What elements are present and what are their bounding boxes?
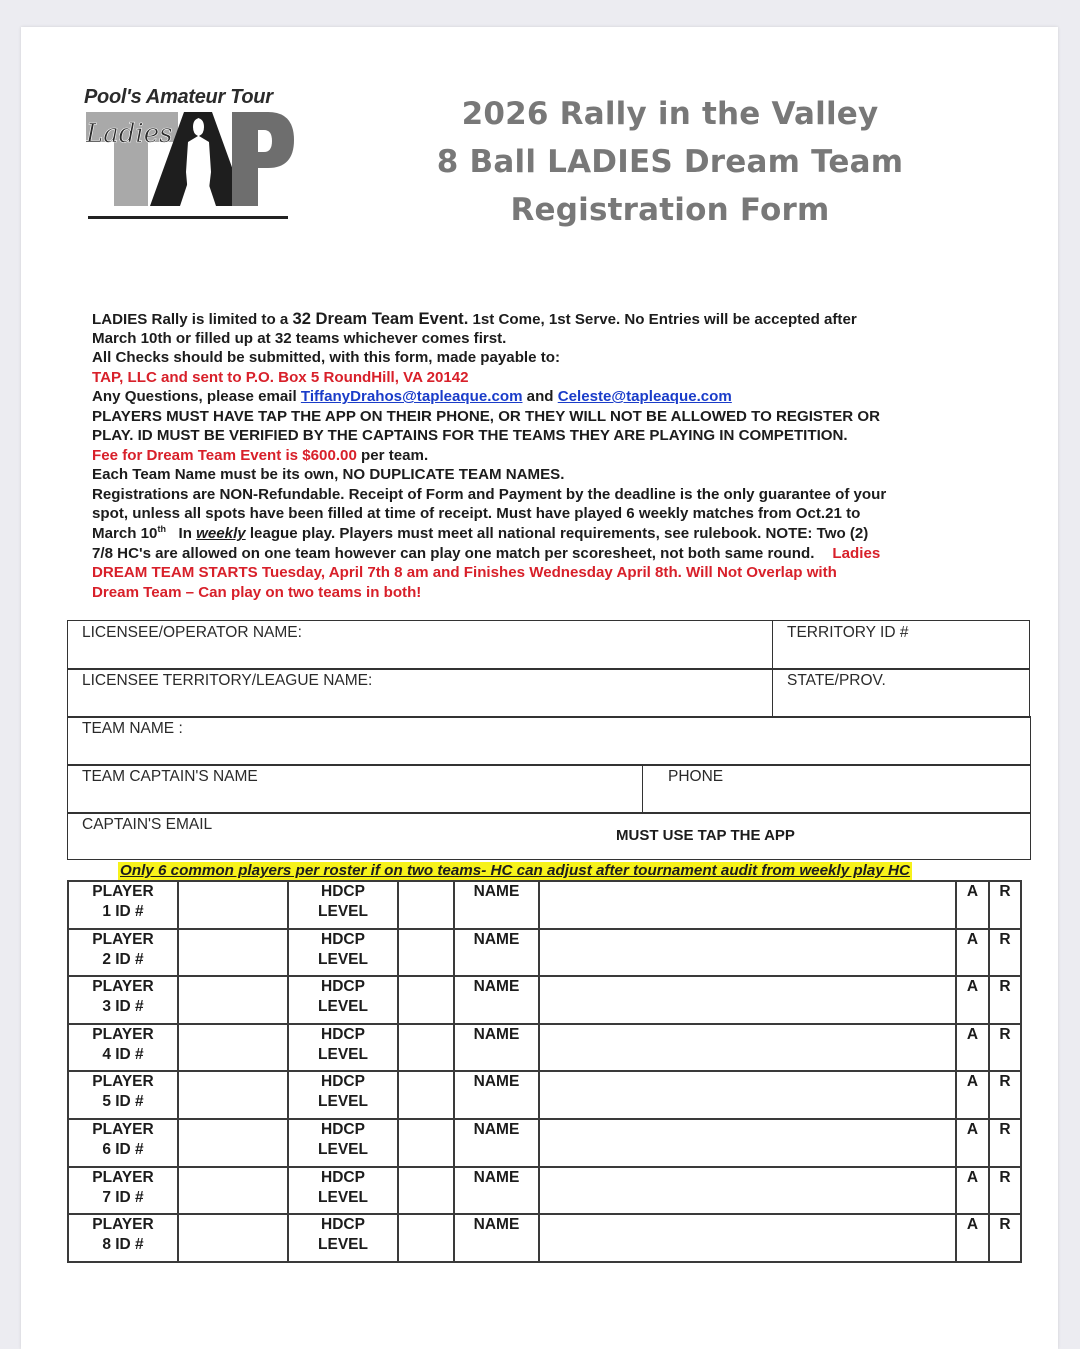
player-label: PLAYER bbox=[92, 978, 154, 996]
player-id-label bbox=[68, 1024, 178, 1072]
text: LADIES Rally is limited to a bbox=[92, 311, 293, 328]
player-label: PLAYER bbox=[92, 1168, 154, 1186]
level-label: LEVEL bbox=[318, 1236, 368, 1254]
a-checkbox[interactable]: A bbox=[956, 1024, 989, 1072]
player-id-label bbox=[68, 1167, 178, 1215]
captain-email-field[interactable] bbox=[68, 813, 1030, 859]
text: Any Questions, please email bbox=[92, 388, 301, 406]
hdcp-level-input[interactable] bbox=[398, 881, 454, 929]
instructions-line bbox=[92, 309, 1022, 329]
hdcp-label: HDCP bbox=[321, 930, 365, 948]
name-label: NAME bbox=[454, 1214, 539, 1262]
player-id-label bbox=[68, 1214, 178, 1262]
name-label: NAME bbox=[454, 1071, 539, 1119]
player-id-input[interactable] bbox=[178, 1119, 288, 1167]
instructions-line: PLAYERS MUST HAVE TAP THE APP ON THEIR PHONE, OR THEY WILL NOT BE ALLOWED TO REGISTER OR bbox=[92, 407, 881, 425]
a-checkbox[interactable]: A bbox=[956, 881, 989, 929]
player-id-label bbox=[68, 1119, 178, 1167]
level-label: LEVEL bbox=[318, 903, 368, 920]
hdcp-level-label bbox=[288, 976, 398, 1024]
instructions-line: Each Team Name must be its own, NO DUPLICATE TEAM NAMES. bbox=[92, 466, 565, 484]
player-label: PLAYER bbox=[92, 883, 154, 900]
player-id-text: 1 ID # bbox=[102, 903, 144, 920]
team-info-form bbox=[67, 620, 1030, 860]
text: March 10 bbox=[92, 525, 158, 543]
logo-script-ladies: Ladies bbox=[86, 119, 173, 149]
must-use-app-note: MUST USE TAP THE APP bbox=[616, 827, 795, 844]
player-name-input[interactable] bbox=[539, 1119, 956, 1167]
r-checkbox[interactable]: R bbox=[989, 976, 1021, 1024]
r-checkbox[interactable]: R bbox=[989, 929, 1021, 977]
instructions-block bbox=[92, 309, 1022, 602]
text-red: Ladies bbox=[832, 544, 881, 562]
instructions-line: March 10th or filled up at 32 teams whichever comes first. bbox=[92, 329, 507, 347]
player-name-input[interactable] bbox=[539, 1024, 956, 1072]
name-label: NAME bbox=[454, 881, 539, 929]
player-label: PLAYER bbox=[92, 1073, 154, 1091]
player-roster-table bbox=[67, 880, 1022, 1263]
player-id-label bbox=[68, 929, 178, 977]
text: per team. bbox=[356, 446, 429, 464]
player-id-text: 4 ID # bbox=[102, 1045, 144, 1063]
player-id-label bbox=[68, 881, 178, 929]
player-row bbox=[68, 881, 1021, 929]
state-prov-field[interactable] bbox=[773, 669, 1029, 717]
player-row bbox=[68, 1071, 1021, 1119]
instructions-line bbox=[92, 387, 1022, 407]
territory-league-field[interactable] bbox=[68, 669, 773, 717]
field-label: TEAM CAPTAIN'S NAME bbox=[82, 768, 258, 785]
mailing-address: TAP, LLC and sent to P.O. Box 5 RoundHill, VA 20142 bbox=[92, 368, 469, 386]
r-checkbox[interactable]: R bbox=[989, 1167, 1021, 1215]
field-label: CAPTAIN'S EMAIL bbox=[82, 816, 213, 833]
hdcp-level-input[interactable] bbox=[398, 976, 454, 1024]
field-label: TERRITORY ID # bbox=[787, 624, 909, 641]
fee-text: Fee for Dream Team Event is $600.00 bbox=[92, 446, 357, 464]
level-label: LEVEL bbox=[318, 1045, 368, 1063]
field-label: PHONE bbox=[668, 768, 724, 785]
hdcp-level-label bbox=[288, 881, 398, 929]
fee-line bbox=[92, 446, 1022, 466]
player-name-input[interactable] bbox=[539, 976, 956, 1024]
row-team-name bbox=[67, 716, 1031, 766]
instructions-line bbox=[92, 524, 1022, 544]
player-name-input[interactable] bbox=[539, 1071, 956, 1119]
player-id-input[interactable] bbox=[178, 881, 288, 929]
instructions-line: PLAY. ID MUST BE VERIFIED BY THE CAPTAINS FOR THE TEAMS THEY ARE PLAYING IN COMPETITION. bbox=[92, 427, 848, 445]
player-id-text: 3 ID # bbox=[102, 998, 144, 1016]
title-line-3: Registration Form bbox=[510, 192, 830, 228]
territory-id-field[interactable] bbox=[773, 621, 1029, 669]
tap-logo-mark bbox=[84, 110, 296, 224]
hdcp-level-input[interactable] bbox=[398, 1071, 454, 1119]
player-id-text: 6 ID # bbox=[102, 1140, 144, 1158]
level-label: LEVEL bbox=[318, 1093, 368, 1111]
text: league play. Players must meet all national requirements, see rulebook. NOTE: Two (2) bbox=[245, 525, 869, 543]
a-checkbox[interactable]: A bbox=[956, 1167, 989, 1215]
player-name-input[interactable] bbox=[539, 929, 956, 977]
text: 1st Come, 1st Serve. No Entries will be accepted after bbox=[468, 311, 857, 328]
player-id-label bbox=[68, 1071, 178, 1119]
player-row bbox=[68, 1214, 1021, 1262]
player-id-text: 5 ID # bbox=[102, 1093, 144, 1111]
hdcp-level-input[interactable] bbox=[398, 1119, 454, 1167]
player-id-input[interactable] bbox=[178, 1167, 288, 1215]
hdcp-level-input[interactable] bbox=[398, 1024, 454, 1072]
hdcp-label: HDCP bbox=[321, 1168, 365, 1186]
a-checkbox[interactable]: A bbox=[956, 1214, 989, 1262]
player-name-input[interactable] bbox=[539, 881, 956, 929]
text-emphasis: 32 Dream Team Event. bbox=[292, 309, 469, 328]
instructions-line bbox=[92, 544, 1022, 564]
hdcp-level-input[interactable] bbox=[398, 929, 454, 977]
tap-ladies-logo bbox=[84, 86, 296, 226]
r-checkbox[interactable]: R bbox=[989, 1214, 1021, 1262]
hdcp-label: HDCP bbox=[321, 1120, 365, 1138]
name-label: NAME bbox=[454, 929, 539, 977]
hdcp-level-input[interactable] bbox=[398, 1214, 454, 1262]
r-checkbox[interactable]: R bbox=[989, 1024, 1021, 1072]
email-link-tiffany[interactable]: TiffanyDrahos@tapleaque.com bbox=[300, 388, 523, 406]
instructions-line: spot, unless all spots have been filled at time of receipt. Must have played 6 weekly matches from Oct.21 to bbox=[92, 505, 861, 523]
instructions-line: All Checks should be submitted, with this form, made payable to: bbox=[92, 349, 560, 367]
player-id-input[interactable] bbox=[178, 1071, 288, 1119]
text: In bbox=[165, 525, 197, 543]
hdcp-level-label bbox=[288, 1024, 398, 1072]
hdcp-level-input[interactable] bbox=[398, 1167, 454, 1215]
captain-name-field[interactable] bbox=[68, 765, 643, 813]
licensee-operator-field[interactable] bbox=[68, 621, 773, 669]
player-row bbox=[68, 929, 1021, 977]
title-line-2: 8 Ball LADIES Dream Team bbox=[436, 144, 904, 180]
row-email bbox=[67, 812, 1031, 860]
player-label: PLAYER bbox=[92, 1120, 154, 1138]
superscript: th bbox=[157, 523, 166, 534]
player-row bbox=[68, 1167, 1021, 1215]
row-territory bbox=[67, 668, 1030, 718]
name-label: NAME bbox=[454, 1119, 539, 1167]
hdcp-label: HDCP bbox=[321, 1216, 365, 1234]
instructions-line: DREAM TEAM STARTS Tuesday, April 7th 8 am and Finishes Wednesday April 8th. Will Not Overlap with bbox=[92, 564, 837, 582]
player-id-input[interactable] bbox=[178, 929, 288, 977]
player-id-text: 2 ID # bbox=[102, 950, 144, 968]
text: and bbox=[522, 388, 558, 406]
level-label: LEVEL bbox=[318, 998, 368, 1016]
player-id-label bbox=[68, 976, 178, 1024]
name-label: NAME bbox=[454, 1167, 539, 1215]
player-label: PLAYER bbox=[92, 1025, 154, 1043]
hdcp-level-label bbox=[288, 1119, 398, 1167]
player-id-input[interactable] bbox=[178, 1024, 288, 1072]
hdcp-level-label bbox=[288, 1071, 398, 1119]
player-row bbox=[68, 1119, 1021, 1167]
player-id-text: 7 ID # bbox=[102, 1188, 144, 1206]
roster-note: Only 6 common players per roster if on two teams- HC can adjust after tournament audit from weekly play HC bbox=[120, 862, 910, 879]
player-name-input[interactable] bbox=[539, 1167, 956, 1215]
player-row bbox=[68, 1024, 1021, 1072]
r-checkbox[interactable]: R bbox=[989, 1071, 1021, 1119]
level-label: LEVEL bbox=[318, 1140, 368, 1158]
player-id-input[interactable] bbox=[178, 976, 288, 1024]
a-checkbox[interactable]: A bbox=[956, 929, 989, 977]
player-id-input[interactable] bbox=[178, 1214, 288, 1262]
title-line-1: 2026 Rally in the Valley bbox=[461, 96, 879, 132]
row-licensee bbox=[67, 620, 1030, 670]
text-emphasis: weekly bbox=[196, 525, 246, 543]
a-checkbox[interactable]: A bbox=[956, 976, 989, 1024]
player-label: PLAYER bbox=[92, 1216, 154, 1234]
instructions-line: Dream Team – Can play on two teams in both! bbox=[92, 583, 422, 601]
a-checkbox[interactable]: A bbox=[956, 1071, 989, 1119]
email-link-celeste[interactable]: Celeste@tapleaque.com bbox=[557, 388, 732, 406]
player-row bbox=[68, 976, 1021, 1024]
r-checkbox[interactable]: R bbox=[989, 881, 1021, 929]
logo-tagline: Pool's Amateur Tour bbox=[84, 86, 273, 108]
r-checkbox[interactable]: R bbox=[989, 1119, 1021, 1167]
player-name-input[interactable] bbox=[539, 1214, 956, 1262]
hdcp-label: HDCP bbox=[321, 883, 365, 900]
field-label: LICENSEE/OPERATOR NAME: bbox=[82, 624, 302, 641]
phone-field[interactable] bbox=[643, 765, 1030, 813]
a-checkbox[interactable]: A bbox=[956, 1119, 989, 1167]
hdcp-label: HDCP bbox=[321, 978, 365, 996]
hdcp-level-label bbox=[288, 1167, 398, 1215]
hdcp-label: HDCP bbox=[321, 1073, 365, 1091]
team-name-field[interactable] bbox=[68, 717, 1030, 765]
player-label: PLAYER bbox=[92, 930, 154, 948]
text: 7/8 HC's are allowed on one team however can play one match per scoresheet, not both same round. bbox=[92, 544, 815, 562]
name-label: NAME bbox=[454, 976, 539, 1024]
hdcp-level-label bbox=[288, 1214, 398, 1262]
hdcp-level-label bbox=[288, 929, 398, 977]
instructions-line: Registrations are NON-Refundable. Receipt of Form and Payment by the deadline is the only guarantee of your bbox=[92, 485, 887, 503]
level-label: LEVEL bbox=[318, 950, 368, 968]
field-label: TEAM NAME : bbox=[82, 720, 183, 737]
player-id-text: 8 ID # bbox=[102, 1236, 144, 1254]
row-captain bbox=[67, 764, 1031, 814]
level-label: LEVEL bbox=[318, 1188, 368, 1206]
field-label: STATE/PROV. bbox=[787, 672, 886, 689]
field-label: LICENSEE TERRITORY/LEAGUE NAME: bbox=[82, 672, 373, 689]
name-label: NAME bbox=[454, 1024, 539, 1072]
hdcp-label: HDCP bbox=[321, 1025, 365, 1043]
